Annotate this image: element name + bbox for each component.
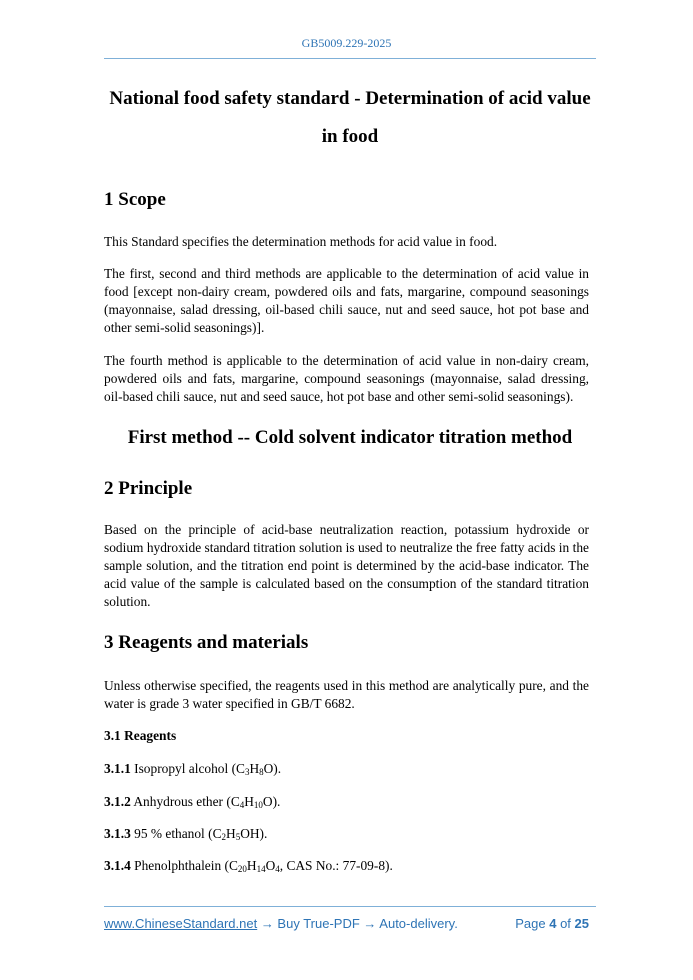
reagent-item-1: 3.1.1 Isopropyl alcohol $(C_3H_8O)$. bbox=[104, 761, 282, 777]
reagent-number: 3.1.1 bbox=[104, 761, 131, 776]
footer bbox=[104, 916, 589, 931]
footer-tagline: → Buy True-PDF → Auto-delivery. bbox=[257, 916, 458, 931]
reagent-item-2: 3.1.2 Anhydrous ether $(C_4H_{10}O)$. bbox=[104, 794, 281, 810]
title-line-1: National food safety standard - Determination of acid value bbox=[109, 88, 591, 109]
reagents-heading: 3 Reagents and materials bbox=[104, 632, 309, 653]
reagent-item-3: 3.1.3 95 % ethanol $(C_2H_5OH)$. bbox=[104, 826, 268, 842]
website-link[interactable]: www.ChineseStandard.net bbox=[104, 916, 258, 931]
scope-paragraph-2: The first, second and third methods are applicable to the determination of acid value in food [except non-dairy cream, powdered oils and fats, margarine, compound seasonings (mayonnaise, salad dressing, oil-based chili sauce, nut and seed sauce, hot pot base and other semi-solid seasonings)]. bbox=[104, 266, 589, 335]
current-page: 4 bbox=[549, 916, 557, 931]
method-title: First method -- Cold solvent indicator titration method bbox=[127, 427, 573, 448]
principle-heading: 2 Principle bbox=[104, 478, 193, 499]
reagents-subheading-text: 3.1 Reagents bbox=[104, 728, 177, 743]
reagent-number: 3.1.3 bbox=[104, 826, 131, 841]
principle-paragraph: Based on the principle of acid-base neutralization reaction, potassium hydroxide or sodium hydroxide standard titration solution is used to neutralize the free fatty acids in the sample solution, and the titration end point is determined by the acid-base indicator. The acid value of the sample is calculated based on the consumption of the standard titration solution. bbox=[104, 522, 589, 609]
footer-divider bbox=[104, 906, 596, 907]
title-line-2: in food bbox=[321, 126, 379, 147]
reagents-paragraph: Unless otherwise specified, the reagents used in this method are analytically pure, and the water is grade 3 water specified in GB/T 6682. bbox=[104, 678, 589, 711]
scope-paragraph-3: The fourth method is applicable to the determination of acid value in non-dairy cream, powdered oils and fats, margarine, compound seasonings (mayonnaise, salad dressing, oil-based chili sauce, nut and seed sauce, hot pot base and other semi-solid seasonings). bbox=[104, 353, 589, 404]
scope-heading: 1 Scope bbox=[104, 189, 166, 210]
reagents-subheading bbox=[104, 727, 589, 745]
document-code-header: GB5009.229-2025 bbox=[301, 36, 392, 50]
reagent-item-4: 3.1.4 Phenolphthalein ($C_{20}H_{14}O_4$, CAS No.: 77-09-8). bbox=[104, 858, 393, 874]
total-pages: 25 bbox=[574, 916, 589, 931]
document-title bbox=[104, 80, 596, 156]
reagent-number: 3.1.2 bbox=[104, 794, 131, 809]
header-divider bbox=[104, 58, 596, 59]
scope-paragraph-1: This Standard specifies the determination methods for acid value in food. bbox=[104, 234, 498, 249]
page-indicator: Page 4 of 25 bbox=[515, 916, 589, 931]
reagent-number: 3.1.4 bbox=[104, 858, 131, 873]
